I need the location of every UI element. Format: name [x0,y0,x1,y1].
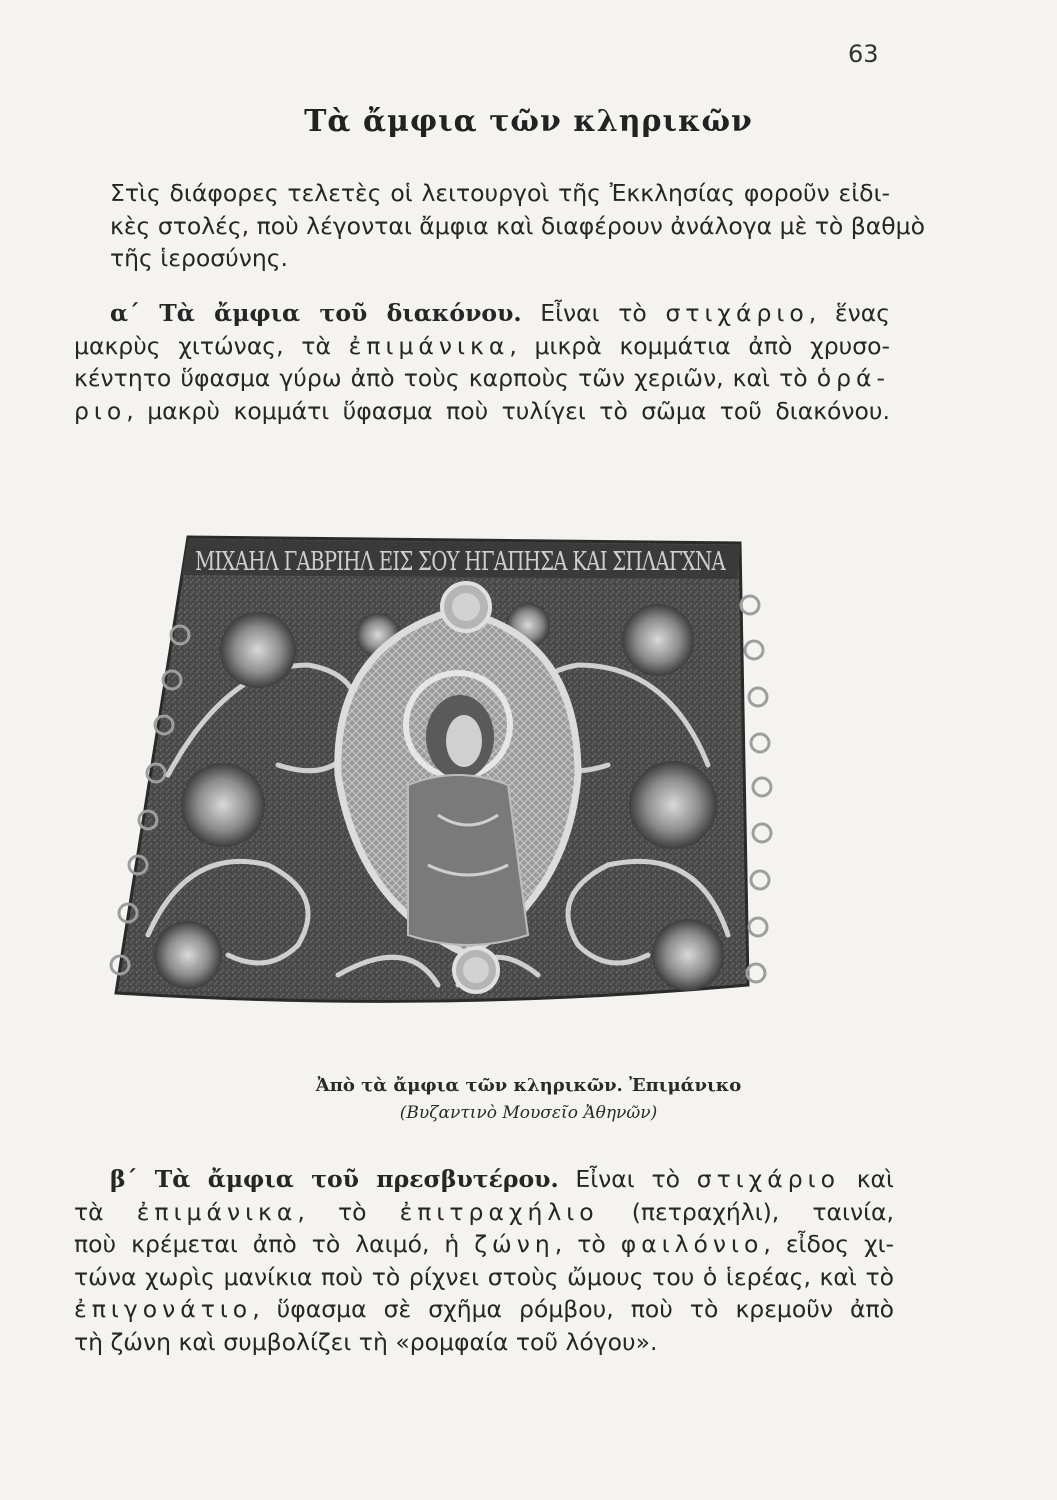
intro-line: τῆς ἱεροσύνης. [110,244,289,272]
deacon-line: μακρὺς χιτώνας, τὰ ἐπιμάνικα, μικρὰ κομμάτια ἀπὸ χρυσο- [74,331,890,360]
inscription-text: ΜΙΧΑΗΛ ΓΑΒΡΙΗΛ ΕΙΣ ΣΟΥ ΗΓΑΠΗΣΑ ΚΑΙ ΣΠΛΑΓΧΝΑ [195,547,727,577]
term-sticharion: στιχάριο [665,299,809,327]
deacon-line: α΄ Τὰ ἄμφια τοῦ διακόνου. Εἶναι τὸ στιχάριο, ἕνας [110,299,890,327]
deacon-line: κέντητο ὕφασμα γύρω ἀπὸ τοὺς καρποὺς τῶν χεριῶν, καὶ τὸ ὁρά- [74,364,890,392]
figure-caption: Ἀπὸ τὰ ἄμφια τῶν κληρικῶν. Ἐπιμάνικο [315,1075,742,1096]
deacon-vestments-paragraph [74,297,890,427]
page-number: 63 [848,40,879,68]
figure-source: (Βυζαντινὸ Μουσεῖο Ἀθηνῶν) [399,1103,658,1123]
page-title: Τὰ ἄμφια τῶν κληρικῶν [304,104,753,139]
term-orario: ὁρά- [816,364,890,392]
term-phailonio: φαιλόνιο [620,1230,764,1258]
presbyter-line: τὴ ζώνη καὶ συμβολίζει τὴ «ρομφαία τοῦ λόγου». [74,1327,658,1356]
term-orario: ριο [74,396,127,425]
term-epimanika: ἐπιμάνικα [136,1197,298,1226]
presbyter-line: ἐπιγονάτιο, ὕφασμα σὲ σχῆμα ρόμβου, ποὺ τὸ κρεμοῦν ἀπὸ [74,1295,894,1323]
epimanikion-photo [108,515,756,1027]
term-epimanika: ἐπιμάνικα [348,331,510,360]
presbyter-line: ποὺ κρέμεται ἀπὸ τὸ λαιμό, ἡ ζώνη, τὸ φαιλόνιο, εἶδος χι- [74,1230,895,1258]
presbyter-line: τὰ ἐπιμάνικα, τὸ ἐπιτραχήλιο (πετραχήλι), ταινία, [74,1197,894,1226]
presbyter-line: β΄ Τὰ ἄμφια τοῦ πρεσβυτέρου. Εἶναι τὸ στιχάριο καὶ [110,1165,895,1193]
intro-line: κὲς στολές, ποὺ λέγονται ἄμφια καὶ διαφέρουν ἀνάλογα μὲ τὸ βαθμὸ [110,211,925,240]
intro-paragraph [110,177,925,275]
section-heading-deacon: α΄ Τὰ ἄμφια τοῦ διακόνου. [110,299,522,327]
section-heading-presbyter: β΄ Τὰ ἄμφια τοῦ πρεσβυτέρου. [110,1165,559,1193]
term-sticharion: στιχάριο [696,1165,840,1193]
term-zoni: ζώνη [474,1230,555,1258]
term-epigonatio: ἐπιγονάτιο [74,1295,253,1323]
intro-line: Στὶς διάφορες τελετὲς οἱ λειτουργοὶ τῆς Ἐκκλησίας φοροῦν εἰδι- [110,179,890,207]
presbyter-line: τώνα χωρὶς μανίκια ποὺ τὸ ρίχνει στοὺς ὤμους του ὁ ἱερέας, καὶ τὸ [74,1262,894,1291]
term-epitrachilio: ἐπιτραχήλιο [399,1197,599,1226]
presbyter-vestments-paragraph [74,1163,894,1358]
deacon-line: ριο, μακρὺ κομμάτι ὕφασμα ποὺ τυλίγει τὸ σῶμα τοῦ διακόνου. [74,396,890,425]
